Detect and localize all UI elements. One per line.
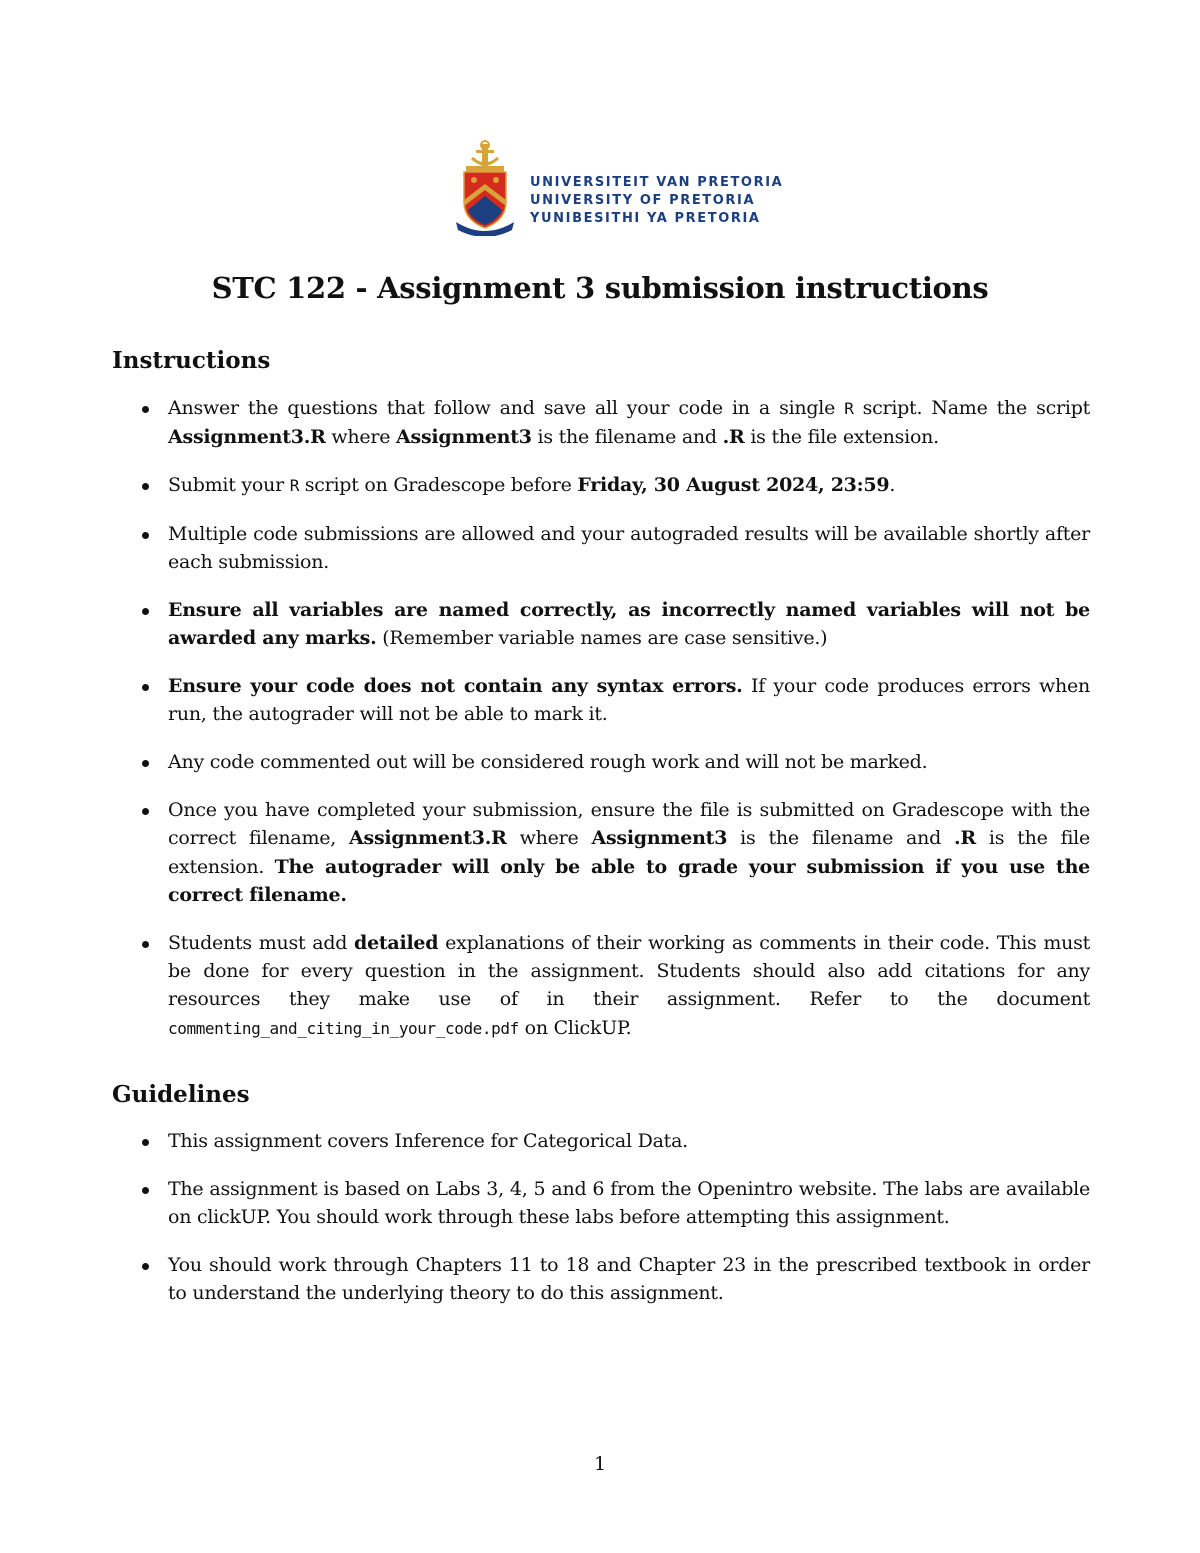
list-item — [140, 1175, 1090, 1232]
item-text: Answer the questions that follow and save all your code in a single — [168, 397, 845, 419]
bold-text: Assignment3 — [591, 827, 728, 850]
university-name-english: UNIVERSITY OF PRETORIA — [530, 193, 756, 208]
bold-text: .R — [722, 426, 745, 449]
bold-text: Ensure all variables are named correctly, as incorrectly named variables will not be awarded any marks. — [168, 598, 1090, 650]
item-text: Once you have completed your submission, ensure the file is submitted on Gradescope with the correct filename, — [168, 798, 1090, 850]
bullet-icon — [142, 406, 149, 413]
item-text: where — [506, 827, 592, 850]
bullet-icon — [142, 808, 149, 815]
university-name-sepedi: YUNIBESITHI YA PRETORIA — [530, 211, 761, 226]
bold-text: Friday, 30 August 2024, 23:59 — [577, 474, 890, 497]
item-text: is the filename and — [531, 426, 723, 449]
item-text: Submit your — [168, 474, 290, 497]
list-item — [140, 796, 1090, 909]
bullet-icon — [142, 760, 149, 767]
bullet-icon — [142, 1187, 149, 1194]
list-item — [140, 672, 1090, 729]
guidelines-heading: Guidelines — [112, 1081, 250, 1108]
bold-text: detailed — [354, 931, 439, 954]
item-text: is the file extension. — [168, 827, 1090, 878]
item-text: is the filename and — [727, 827, 955, 850]
code-text: R — [844, 399, 854, 418]
item-text: Students must add — [168, 931, 355, 954]
bullet-icon — [142, 1139, 149, 1146]
item-text: Any code commented out will be considered rough work and will not be marked. — [168, 751, 928, 774]
bold-text: Ensure your code does not contain any syntax errors. — [168, 675, 743, 698]
document-title: STC 122 - Assignment 3 submission instructions — [211, 271, 989, 305]
bold-text: .R — [954, 827, 976, 850]
item-text: is the file extension. — [744, 426, 939, 449]
item-text: If your code produces errors when run, the autograder will not be able to mark it. — [168, 675, 1090, 726]
item-text: (Remember variable names are case sensitive.) — [376, 627, 828, 650]
bullet-icon — [142, 532, 149, 539]
page-number: 1 — [593, 1453, 607, 1475]
item-text: on ClickUP. — [518, 1016, 632, 1039]
instructions-list — [140, 394, 1090, 1062]
list-item — [140, 929, 1090, 1043]
university-name — [530, 174, 783, 228]
guidelines-list — [140, 1127, 1090, 1327]
item-text: . — [889, 474, 896, 497]
bullet-icon — [142, 1263, 149, 1270]
bullet-icon — [142, 608, 149, 615]
bold-text: The autograder will only be able to grade your submission if you use the correct filename. — [168, 855, 1090, 906]
item-text: The assignment is based on Labs 3, 4, 5 and 6 from the Openintro website. The labs are available on clickUP. You should work through these labs before attempting this assignment. — [168, 1177, 1090, 1229]
bold-text: Assignment3.R — [168, 426, 326, 449]
instructions-heading: Instructions — [112, 347, 271, 374]
list-item — [140, 596, 1090, 653]
item-text: Multiple code submissions are allowed and your autograded results will be available shortly after each submission. — [168, 522, 1090, 574]
bold-text: Assignment3 — [396, 426, 532, 449]
list-item — [140, 748, 1090, 776]
code-text: commenting_and_citing_in_your_code.pdf — [168, 1018, 519, 1038]
item-text: This assignment covers Inference for Categorical Data. — [168, 1130, 688, 1152]
university-name-afrikaans: UNIVERSITEIT VAN PRETORIA — [530, 175, 784, 190]
university-crest-icon — [452, 140, 518, 236]
item-text: You should work through Chapters 11 to 18 and Chapter 23 in the prescribed textbook in order to understand the underlying theory to do this assignment. — [168, 1253, 1090, 1305]
code-text: R — [289, 476, 299, 496]
list-item — [140, 520, 1090, 577]
list-item — [140, 1251, 1090, 1308]
bold-text: Assignment3.R — [349, 827, 507, 850]
item-text: script on Gradescope before — [298, 474, 578, 497]
bullet-icon — [142, 483, 149, 490]
bullet-icon — [142, 941, 149, 948]
bullet-icon — [142, 684, 149, 691]
item-text: where — [325, 426, 397, 449]
item-text: script. Name the script — [853, 397, 1090, 419]
list-item — [140, 1127, 1090, 1155]
item-text: explanations of their working as comments in their code. This must be done for every question in the assignment. Students should also add citations for any resources they make use of in their assignment. Refer to the document — [168, 931, 1091, 1011]
university-logo — [452, 140, 784, 236]
list-item — [140, 471, 1090, 500]
list-item — [140, 394, 1090, 452]
